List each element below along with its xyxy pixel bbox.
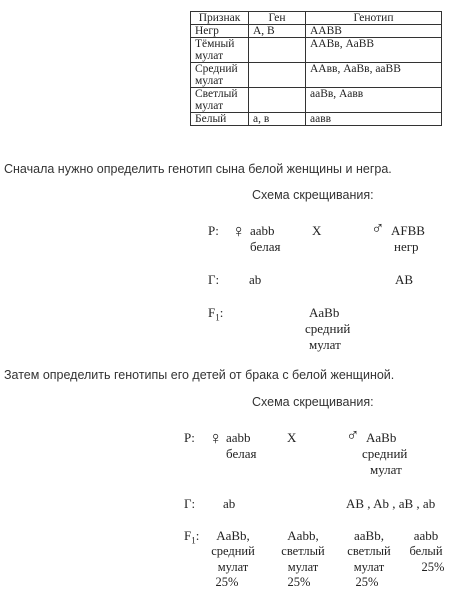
table-cell-genotype: ааВв, Аавв: [306, 88, 442, 113]
scheme-2-g-label: Г:: [184, 496, 196, 511]
scheme-2-cross: X: [287, 430, 297, 445]
offspring-percent: 25%: [421, 560, 445, 574]
paragraph-1: Сначала нужно определить генотип сына белой женщины и негра.: [4, 162, 392, 176]
offspring-percent: 25%: [287, 575, 311, 589]
scheme-1-f-desc1: средний: [305, 321, 351, 336]
scheme-1-f-desc2: мулат: [309, 337, 341, 352]
male-symbol-icon: ♂: [371, 218, 385, 238]
offspring-desc: средний: [211, 544, 255, 558]
male-symbol-icon: ♂: [346, 425, 360, 445]
paragraph-2: Затем определить генотипы его детей от брака с белой женщиной.: [4, 368, 395, 382]
scheme-1-g-label: Г:: [208, 272, 220, 287]
female-symbol-icon: ♀: [209, 428, 223, 448]
scheme-2-male-genotype: AaBb: [366, 430, 397, 445]
table-row: [191, 88, 442, 113]
table-header: Ген: [249, 12, 306, 25]
offspring-percent: 25%: [355, 575, 379, 589]
offspring-desc: мулат: [287, 560, 319, 574]
scheme-1-male-genotype: AFBB: [391, 223, 425, 238]
table-header: Признак: [191, 12, 249, 25]
table-cell-genotype: ААВв, АаВВ: [306, 38, 442, 63]
f-letter: F: [208, 305, 216, 320]
table-header-row: [191, 12, 442, 25]
f-letter: F: [184, 528, 192, 543]
offspring-desc: мулат: [217, 560, 249, 574]
offspring-desc: мулат: [353, 560, 385, 574]
scheme-2-g-male: AB , Ab , aB , ab: [346, 496, 436, 511]
table-cell-gene: а, в: [249, 113, 306, 126]
scheme-2-male-desc2: мулат: [370, 462, 402, 477]
scheme-1-female-genotype: aabb: [250, 223, 275, 238]
table-cell-genotype: аавв: [306, 113, 442, 126]
table-row: [191, 113, 442, 126]
scheme-2-g-female: ab: [223, 496, 236, 511]
offspring-genotype: Aabb,: [287, 528, 319, 543]
offspring-percent: 25%: [215, 575, 239, 589]
offspring-desc: белый: [409, 544, 443, 558]
scheme-2-f-label: [184, 528, 199, 546]
f-subscript: 1: [215, 312, 220, 323]
genotype-table: [190, 11, 442, 126]
offspring-genotype: AaBb,: [216, 528, 250, 543]
table-cell-genotype: ААВВ: [306, 25, 442, 38]
scheme-2-title: Схема скрещивания:: [252, 395, 374, 409]
scheme-1-f-label: [208, 305, 223, 323]
scheme-2-female-genotype: aabb: [226, 430, 251, 445]
f-subscript: 1: [191, 535, 196, 546]
table-cell-gene: А, В: [249, 25, 306, 38]
offspring-desc: светлый: [347, 544, 391, 558]
offspring-desc: светлый: [281, 544, 325, 558]
scheme-1-p-label: P:: [208, 223, 219, 238]
scheme-1-cross: X: [312, 223, 322, 238]
female-symbol-icon: ♀: [232, 221, 246, 241]
table-row: [191, 25, 442, 38]
table-cell-trait: Негр: [191, 25, 249, 38]
f-colon: :: [195, 528, 200, 543]
table-cell-trait: Белый: [191, 113, 249, 126]
scheme-1-male-desc: негр: [394, 239, 419, 254]
table-header: Генотип: [306, 12, 442, 25]
table-cell-genotype: ААвв, АаВв, ааВВ: [306, 63, 442, 88]
table-row: [191, 63, 442, 88]
scheme-1-g-female: ab: [249, 272, 262, 287]
scheme-2-male-desc1: средний: [362, 446, 408, 461]
scheme-1-g-male: AB: [395, 272, 414, 287]
table-cell-trait: Светлый мулат: [191, 88, 249, 113]
offspring-genotype: aabb: [413, 528, 439, 543]
scheme-1-f-genotype: AaBb: [309, 305, 340, 320]
table-cell-gene: [249, 63, 306, 88]
scheme-1-title: Схема скрещивания:: [252, 188, 374, 202]
table-cell-trait: Средний мулат: [191, 63, 249, 88]
offspring-genotype: aaBb,: [354, 528, 384, 543]
scheme-2-female-desc: белая: [226, 446, 257, 461]
table-cell-gene: [249, 38, 306, 63]
scheme-1-female-desc: белая: [250, 239, 281, 254]
table-row: [191, 38, 442, 63]
scheme-2-p-label: P:: [184, 430, 195, 445]
table-cell-gene: [249, 88, 306, 113]
table-cell-trait: Тёмный мулат: [191, 38, 249, 63]
f-colon: :: [219, 305, 224, 320]
